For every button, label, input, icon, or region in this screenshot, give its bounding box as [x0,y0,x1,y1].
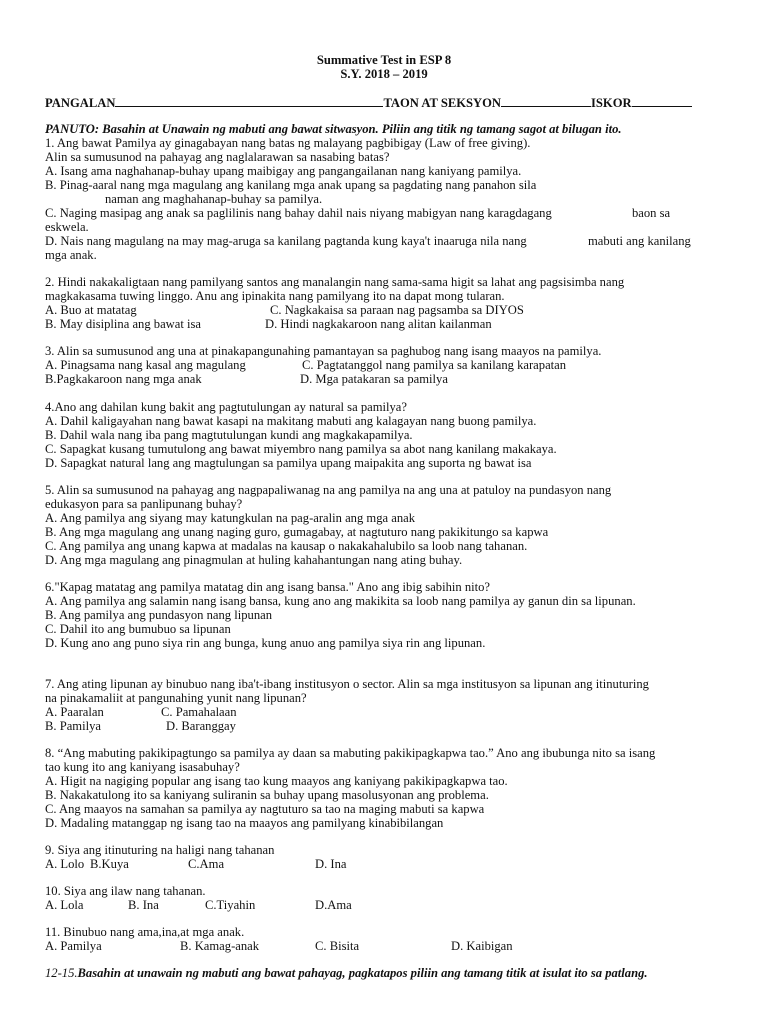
q8-option-a[interactable]: A. Higit na nagiging popular ang isang tao kung maayos ang kaniyang pakikipagkapwa tao. [45,774,508,788]
q8-option-d[interactable]: D. Madaling matanggap ng isang tao na maayos ang pamilyang kinabibilangan [45,816,444,830]
q9-option-b[interactable]: B.Kuya [90,857,129,871]
q4-option-b[interactable]: B. Dahil wala nang iba pang magtutulungan kundi ang magkakapamilya. [45,428,413,442]
q4-text-1: 4.Ano ang dahilan kung bakit ang pagtutulungan ay natural sa pamilya? [45,400,407,414]
q6-option-a[interactable]: A. Ang pamilya ang salamin nang isang bansa, kung ano ang makikita sa loob nang pamilya ay ganun din sa lipunan. [45,594,636,608]
q3-option-c[interactable]: C. Pagtatanggol nang pamilya sa kanilang karapatan [302,358,567,372]
q1-text-2: Alin sa sumusunod na pahayag ang naglalarawan sa nasabing batas? [45,150,390,164]
q5-option-a[interactable]: A. Ang pamilya ang siyang may katungkulan na pag-aralin ang mga anak [45,511,416,525]
q5-option-d[interactable]: D. Ang mga magulang ang pinagmulan at huling kahahantungan nang ating buhay. [45,553,463,567]
q4-option-c[interactable]: C. Sapagkat kusang tumutulong ang bawat miyembro nang pamilya sa abot nang kanilang makakaya. [45,442,557,456]
q9-option-d[interactable]: D. Ina [315,857,347,871]
q7-option-a[interactable]: A. Paaralan [45,705,104,719]
q11-option-b[interactable]: B. Kamag-anak [180,939,260,953]
q4-option-d[interactable]: D. Sapagkat natural lang ang magtulungan sa pamilya upang maipakita ang suporta ng bawat isa [45,456,532,470]
q5-option-c[interactable]: C. Ang pamilya ang unang kapwa at madalas na kausap o nakakahalubilo sa loob nang tahanan. [45,539,528,553]
name-label: PANGALAN [45,96,116,110]
q7-text-1: 7. Ang ating lipunan ay binubuo nang iba't-ibang institusyon o sector. Alin sa mga institusyon sa lipunan ang itinuturing [45,677,649,691]
q1-option-d[interactable]: D. Nais nang magulang na may mag-aruga sa kanilang pagtanda kung kaya't inaaruga nila nang [45,234,527,248]
q2-option-a[interactable]: A. Buo at matatag [45,303,137,317]
q6-option-d[interactable]: D. Kung ano ang puno siya rin ang bunga, kung anuo ang pamilya siya rin ang lipunan. [45,636,486,650]
q2-text-1: 2. Hindi nakakaligtaan nang pamilyang santos ang manalangin nang sama-sama higit sa lahat ang pagsisimba nang [45,275,625,289]
q10-text-1: 10. Siya ang ilaw nang tahanan. [45,884,206,898]
q1-option-b-cont: naman ang maghahanap-buhay sa pamilya. [105,192,323,206]
q11-option-c[interactable]: C. Bisita [315,939,360,953]
q6-option-c[interactable]: C. Dahil ito ang bumubuo sa lipunan [45,622,231,636]
q1-option-c-cont: eskwela. [45,220,89,234]
q3-option-b[interactable]: B.Pagkakaroon nang mga anak [45,372,202,386]
q9-text-1: 9. Siya ang itinuturing na haligi nang tahanan [45,843,275,857]
q10-option-c[interactable]: C.Tiyahin [205,898,256,912]
q1-option-d-cont: mga anak. [45,248,97,262]
q10-option-d[interactable]: D.Ama [315,898,352,912]
q11-text-1: 11. Binubuo nang ama,ina,at mga anak. [45,925,245,939]
q10-option-b[interactable]: B. Ina [128,898,159,912]
q4-option-a[interactable]: A. Dahil kaligayahan nang bawat kasapi na makitang mabuti ang kalagayan nang buong pamilya. [45,414,537,428]
school-year: S.Y. 2018 – 2019 [340,67,428,81]
q2-text-2: magkakasama tuwing linggo. Anu ang ipinakita nang pamilyang ito na dapat mong tularan. [45,289,505,303]
q1-option-d-end: mabuti ang kanilang [588,234,691,248]
section-label: TAON AT SEKSYON [383,96,502,110]
q7-text-2: na pinakamaliit at pangunahing yunit nang lipunan? [45,691,307,705]
part2-instructions [45,966,648,980]
q11-option-a[interactable]: A. Pamilya [45,939,102,953]
q3-option-a[interactable]: A. Pinagsama nang kasal ang magulang [45,358,246,372]
q8-option-b[interactable]: B. Nakakatulong ito sa kaniyang suliranin sa buhay upang masolusyonan ang problema. [45,788,489,802]
q7-option-d[interactable]: D. Baranggay [166,719,236,733]
q3-text-1: 3. Alin sa sumusunod ang una at pinakapangunahing pamantayan sa paghubog nang isang maayos na pamilya. [45,344,602,358]
q10-option-a[interactable]: A. Lola [45,898,84,912]
q2-option-b[interactable]: B. May disiplina ang bawat isa [45,317,201,331]
q2-option-d[interactable]: D. Hindi nagkakaroon nang alitan kailanman [265,317,492,331]
name-blank[interactable] [115,95,383,107]
q1-option-c-end: baon sa [632,206,671,220]
q3-option-d[interactable]: D. Mga patakaran sa pamilya [300,372,448,386]
q8-option-c[interactable]: C. Ang maayos na samahan sa pamilya ay nagtuturo sa tao na maging mabuti sa kapwa [45,802,485,816]
q9-option-c[interactable]: C.Ama [188,857,225,871]
q1-option-a[interactable]: A. Isang ama naghahanap-buhay upang maibigay ang pangangailanan nang kaniyang pamilya. [45,164,522,178]
part2-range: 12-15. [45,966,78,980]
q8-text-1: 8. “Ang mabuting pakikipagtungo sa pamilya ay daan sa mabuting pakikipagkapwa tao.” Ano ang ibubunga nito sa isang [45,746,656,760]
q1-option-c[interactable]: C. Naging masipag ang anak sa paglilinis nang bahay dahil nais niyang mabigyan nang karagdagang [45,206,552,220]
part2-text: Basahin at unawain ng mabuti ang bawat pahayag, pagkatapos piliin ang tamang titik at isulat ito sa patlang. [77,966,648,980]
q11-option-d[interactable]: D. Kaibigan [451,939,513,953]
q8-text-2: tao kung ito ang kaniyang isasabuhay? [45,760,240,774]
q1-option-b[interactable]: B. Pinag-aaral nang mga magulang ang kanilang mga anak upang sa pagdating nang panahon sila [45,178,537,192]
q2-option-c[interactable]: C. Nagkakaisa sa paraan nag pagsamba sa DIYOS [270,303,524,317]
q5-option-b[interactable]: B. Ang mga magulang ang unang naging guro, gumagabay, at nagtuturo nang pakikitungo sa kapwa [45,525,549,539]
score-label: ISKOR [591,96,632,110]
q1-text-1: 1. Ang bawat Pamilya ay ginagabayan nang batas ng malayang pagbibigay (Law of free giving). [45,136,531,150]
q6-text-1: 6."Kapag matatag ang pamilya matatag din ang isang bansa." Ano ang ibig sabihin nito? [45,580,491,594]
score-blank[interactable] [632,95,692,107]
q5-text-1: 5. Alin sa sumusunod na pahayag ang nagpapaliwanag na ang pamilya na ang una at patuloy na pundasyon nang [45,483,612,497]
section-blank[interactable] [501,95,591,107]
q6-option-b[interactable]: B. Ang pamilya ang pundasyon nang lipunan [45,608,273,622]
name-line [45,95,692,110]
q7-option-b[interactable]: B. Pamilya [45,719,101,733]
test-title: Summative Test in ESP 8 [316,53,452,67]
instructions: PANUTO: Basahin at Unawain ng mabuti ang bawat sitwasyon. Piliin ang titik ng tamang sagot at bilugan ito. [45,122,622,136]
q7-option-c[interactable]: C. Pamahalaan [161,705,237,719]
q5-text-2: edukasyon para sa panlipunang buhay? [45,497,243,511]
q9-option-a[interactable]: A. Lolo [45,857,85,871]
